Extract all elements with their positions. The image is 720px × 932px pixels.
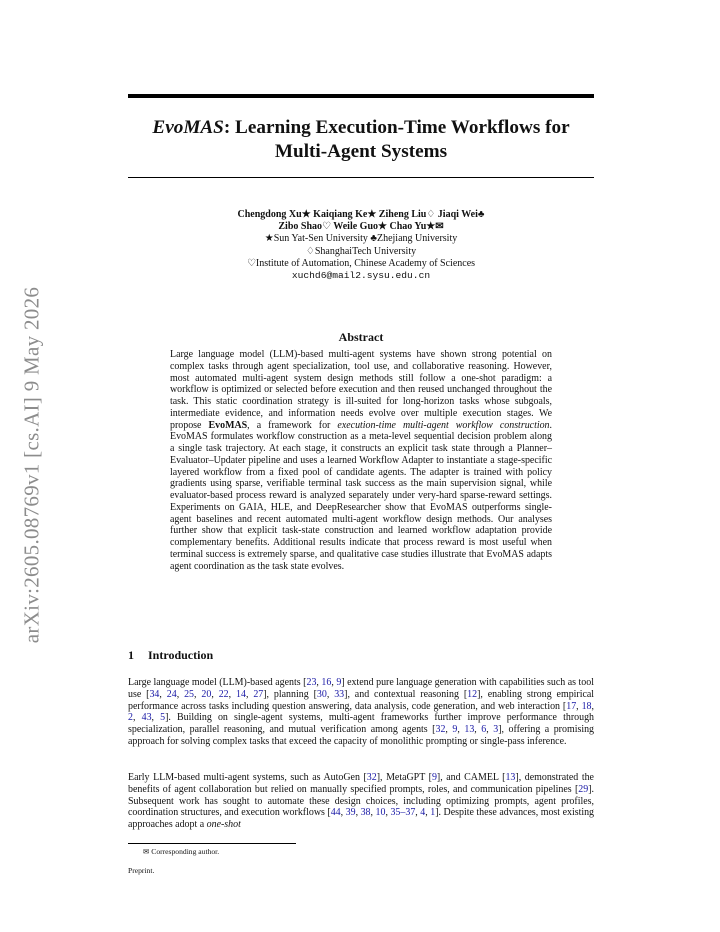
- paragraph-text: ,: [486, 724, 494, 735]
- affiliation-line3: ♡Institute of Automation, Chinese Academy of Sciences: [246, 257, 476, 269]
- author-email[interactable]: xuchd6@mail2.sysu.edu.cn: [291, 270, 431, 282]
- author-names-line1: Chengdong Xu★ Kaiqiang Ke★ Ziheng Liu♢ Jiaqi Wei♣: [237, 209, 485, 220]
- citation-link[interactable]: 30: [316, 688, 327, 700]
- citation-link[interactable]: 12: [467, 688, 478, 700]
- paragraph-text: ], and CAMEL [: [436, 772, 506, 783]
- paragraph-text: ,: [445, 724, 453, 735]
- italic-text: one-shot: [206, 819, 241, 830]
- paragraph-text: ,: [316, 677, 322, 688]
- abstract-part: , a framework for: [247, 419, 338, 431]
- abstract-heading: Abstract: [338, 330, 384, 344]
- citation-link[interactable]: 14: [236, 688, 246, 700]
- paragraph-text: Early LLM-based multi-agent systems, such as AutoGen [: [128, 772, 367, 783]
- affiliation-line2: ♢ShanghaiTech University: [305, 245, 417, 257]
- paragraph-text: ], enabling strong empirical performance across tasks including question answering, data analysis, code generation, and web interaction [: [128, 688, 595, 712]
- citation-link[interactable]: 32: [366, 772, 377, 783]
- paragraph-text: ], demonstrated the benefits of agent collaboration but relied on manually specified prompts, roles, and communication pipelines [: [128, 772, 594, 795]
- paragraph-text: ,: [151, 712, 161, 724]
- paragraph-text: ,: [331, 677, 337, 688]
- paragraph-text: ,: [176, 688, 185, 700]
- citation-link[interactable]: 17: [566, 700, 577, 712]
- citation-link[interactable]: 35–37: [390, 807, 416, 819]
- paragraph-text: ,: [340, 807, 346, 819]
- paragraph-text: ,: [245, 688, 254, 700]
- paragraph-text: ]. Subsequent work has sought to automate these design choices, including optimizing prompts, agent profiles, coordination structures, and execution workflows [: [128, 783, 594, 819]
- citation-link[interactable]: 39: [345, 807, 356, 819]
- paragraph-text: ], offering a promising approach for solving complex tasks that exceed the capacity of monolithic prompting or single-pass inference.: [128, 724, 595, 747]
- title-line2: Multi-Agent Systems: [274, 141, 448, 162]
- title-emphasis: EvoMAS: [152, 117, 224, 138]
- citation-link[interactable]: 10: [375, 807, 386, 819]
- paragraph-text: ,: [159, 688, 167, 700]
- footnote-rule: [128, 843, 296, 844]
- section-number: 1: [128, 648, 134, 662]
- citation-link[interactable]: 34: [149, 688, 160, 700]
- paragraph-text: ]. Building on single-agent systems, multi-agent frameworks further improve performance through specialization, parallel reasoning, and mutual verification among agents [: [128, 712, 595, 735]
- arxiv-stamp-text: arXiv:2605.08769v1 [cs.AI] 9 May 2026: [19, 286, 44, 644]
- paragraph-text: ,: [415, 807, 421, 819]
- title-bottom-rule: [128, 177, 594, 178]
- citation-link[interactable]: 20: [201, 688, 212, 700]
- paragraph-text: ], and contextual reasoning [: [344, 688, 468, 700]
- paragraph-text: ,: [457, 724, 465, 735]
- preprint-label: Preprint.: [128, 866, 155, 875]
- citation-link[interactable]: 29: [578, 783, 589, 795]
- paragraph-text: ,: [326, 688, 335, 700]
- abstract-bold: EvoMAS: [208, 419, 248, 431]
- citation-link[interactable]: 9: [336, 677, 342, 688]
- section-heading: [128, 648, 213, 663]
- paragraph-text: ,: [425, 807, 431, 819]
- citation-link[interactable]: 4: [420, 807, 426, 819]
- section-title: Introduction: [148, 648, 214, 662]
- citation-link[interactable]: 27: [253, 688, 264, 700]
- paragraph-text: ]. Despite these advances, most existing approaches adopt a: [128, 807, 595, 830]
- paragraph-text: ], MetaGPT [: [376, 772, 432, 783]
- paragraph-text: ,: [474, 724, 482, 735]
- citation-link[interactable]: 16: [321, 677, 332, 688]
- citation-link[interactable]: 33: [334, 688, 345, 700]
- paragraph-text: ,: [132, 712, 142, 724]
- citation-link[interactable]: 25: [184, 688, 194, 700]
- citation-link[interactable]: 1: [430, 807, 436, 819]
- citation-link[interactable]: 23: [306, 677, 317, 688]
- affiliation-line1: ★Sun Yat-Sen University ♣Zhejiang University: [264, 233, 458, 245]
- intro-paragraph-1: [128, 677, 594, 748]
- paragraph-text: ,: [228, 688, 236, 700]
- citation-link[interactable]: 2: [128, 712, 133, 724]
- title-top-rule: [128, 94, 594, 98]
- citation-link[interactable]: 9: [452, 724, 458, 735]
- abstract-italic: execution-time multi-agent workflow construction: [337, 419, 550, 431]
- paragraph-text: ] extend pure language generation with capabilities such as tool use [: [128, 677, 595, 700]
- citation-link[interactable]: 38: [360, 807, 371, 819]
- paragraph-text: ,: [591, 700, 594, 712]
- paragraph-text: ,: [194, 688, 202, 700]
- citation-link[interactable]: 43: [141, 712, 152, 724]
- paragraph-text: Large language model (LLM)-based agents [: [128, 677, 307, 688]
- citation-link[interactable]: 5: [160, 712, 166, 724]
- paragraph-text: ,: [211, 688, 219, 700]
- citation-link[interactable]: 13: [505, 772, 516, 783]
- citation-link[interactable]: 6: [481, 724, 487, 735]
- citation-link[interactable]: 44: [330, 807, 341, 819]
- citation-link[interactable]: 32: [435, 724, 446, 735]
- intro-paragraph-2: [128, 772, 594, 831]
- citation-link[interactable]: 3: [493, 724, 499, 735]
- citation-link[interactable]: 22: [218, 688, 229, 700]
- paragraph-text: ], planning [: [263, 688, 317, 700]
- paragraph-text: ,: [355, 807, 361, 819]
- citation-link[interactable]: 9: [431, 772, 437, 783]
- paragraph-text: ,: [576, 700, 582, 712]
- abstract-text: [170, 349, 552, 572]
- paragraph-text: ,: [370, 807, 376, 819]
- citation-link[interactable]: 24: [166, 688, 177, 700]
- author-block: [128, 209, 594, 282]
- abstract-part: . EvoMAS formulates workflow construction as a meta-level sequential decision problem along a single task trajectory. At each stage, it constructs an explicit task state through a Planner–Evaluator–Updater pipeline and uses a learned Workflow Adapter to instantiate a stage-specific layered workflow from a fixed pool of candidate agents. The adapter is trained with policy gradients using sparse, verifiable terminal task success as the main supervision signal, while evaluator-based process reward is analyzed separately under very-hard sparse-reward settings. Experiments on GAIA, HLE, and DeepResearcher show that EvoMAS outperforms single-agent baselines and recent automated multi-agent workflow design methods. Our analyses further show that explicit task-state construction and learned workflow adaptation provide complementary benefits. Additional results indicate that process reward is most useful when terminal success is extremely sparse, and qualitative case studies illustrate that EvoMAS adapts agent coordination as the task state evolves.: [170, 419, 553, 572]
- title-line1: : Learning Execution-Time Workflows for: [223, 117, 570, 138]
- citation-link[interactable]: 13: [464, 724, 475, 735]
- abstract-part: Large language model (LLM)-based multi-agent systems have shown strong potential on complex tasks through agent specialization, tool use, and collaborative reasoning. However, most automated multi-agent system design methods still follow a one-shot paradigm: a workflow is optimized or selected before execution and then reused unchanged throughout the task. This static coordination strategy is ill-suited for long-horizon tasks whose subgoals, intermediate evidence, and information needs evolve over multiple execution stages. We propose: [170, 349, 552, 431]
- paper-title: [128, 116, 594, 164]
- corresponding-author-footnote: ✉ Corresponding author.: [143, 847, 220, 856]
- paragraph-text: ,: [385, 807, 391, 819]
- citation-link[interactable]: 18: [581, 700, 592, 712]
- author-names-line2: Zibo Shao♡ Weile Guo★ Chao Yu★✉: [278, 221, 444, 233]
